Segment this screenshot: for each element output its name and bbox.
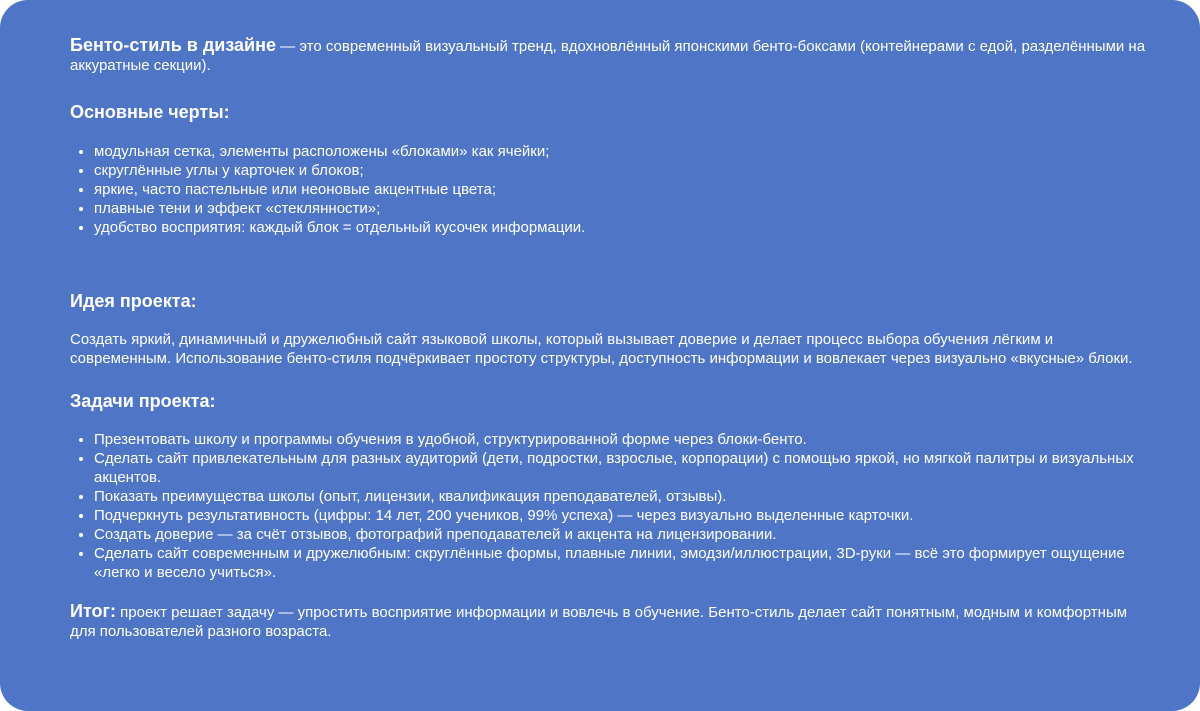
list-item: • яркие, часто пастельные или неоновые акцентные цвета;: [94, 180, 1150, 199]
tasks-list: [70, 430, 1150, 582]
intro-paragraph: [70, 36, 1150, 75]
summary-label: Итог:: [70, 601, 117, 621]
list-item: • Сделать сайт привлекательным для разных аудиторий (дети, подростки, взрослые, корпорации) с помощью яркой, но мягкой палитры и визуальных акцентов.: [94, 449, 1150, 487]
list-item: • Создать доверие — за счёт отзывов, фотографий преподавателей и акцента на лицензировании.: [94, 525, 1150, 544]
list-item: • Показать преимущества школы (опыт, лицензии, квалификация преподавателей, отзывы).: [94, 487, 1150, 506]
list-item: • Сделать сайт современным и дружелюбным: скруглённые формы, плавные линии, эмодзи/иллюстрации, 3D-руки — всё это формирует ощущение «легко и весело учиться».: [94, 544, 1150, 582]
summary-paragraph: [70, 602, 1150, 641]
summary-text: проект решает задачу — упростить восприятие информации и вовлечь в обучение. Бенто-стиль делает сайт понятным, модным и комфортным для пользователей разного возраста.: [70, 604, 1128, 640]
list-item: • удобство восприятия: каждый блок = отдельный кусочек информации.: [94, 218, 1150, 237]
list-item: • Презентовать школу и программы обучения в удобной, структурированной форме через блоки-бенто.: [94, 430, 1150, 449]
intro-text: — это современный визуальный тренд, вдохновлённый японскими бенто-боксами (контейнерами с едой, разделёнными на аккуратные секции).: [70, 38, 1146, 74]
list-item: • модульная сетка, элементы расположены «блоками» как ячейки;: [94, 142, 1150, 161]
list-item: • плавные тени и эффект «стеклянности»;: [94, 199, 1150, 218]
intro-term: Бенто-стиль в дизайне: [70, 35, 277, 55]
tasks-heading: Задачи проекта:: [70, 391, 216, 411]
features-heading: Основные черты:: [70, 102, 230, 122]
idea-heading: Идея проекта:: [70, 291, 197, 311]
list-item: • Подчеркнуть результативность (цифры: 14 лет, 200 учеников, 99% успеха) — через визуально выделенные карточки.: [94, 506, 1150, 525]
list-item: • скруглённые углы у карточек и блоков;: [94, 161, 1150, 180]
features-list: [70, 142, 1150, 237]
idea-text: Создать яркий, динамичный и дружелюбный сайт языковой школы, который вызывает доверие и делает процесс выбора обучения лёгким и современным. Использование бенто-стиля подчёркивает простоту структуры, доступность информации и вовлекает через визуально «вкусные» блоки.: [70, 331, 1133, 367]
